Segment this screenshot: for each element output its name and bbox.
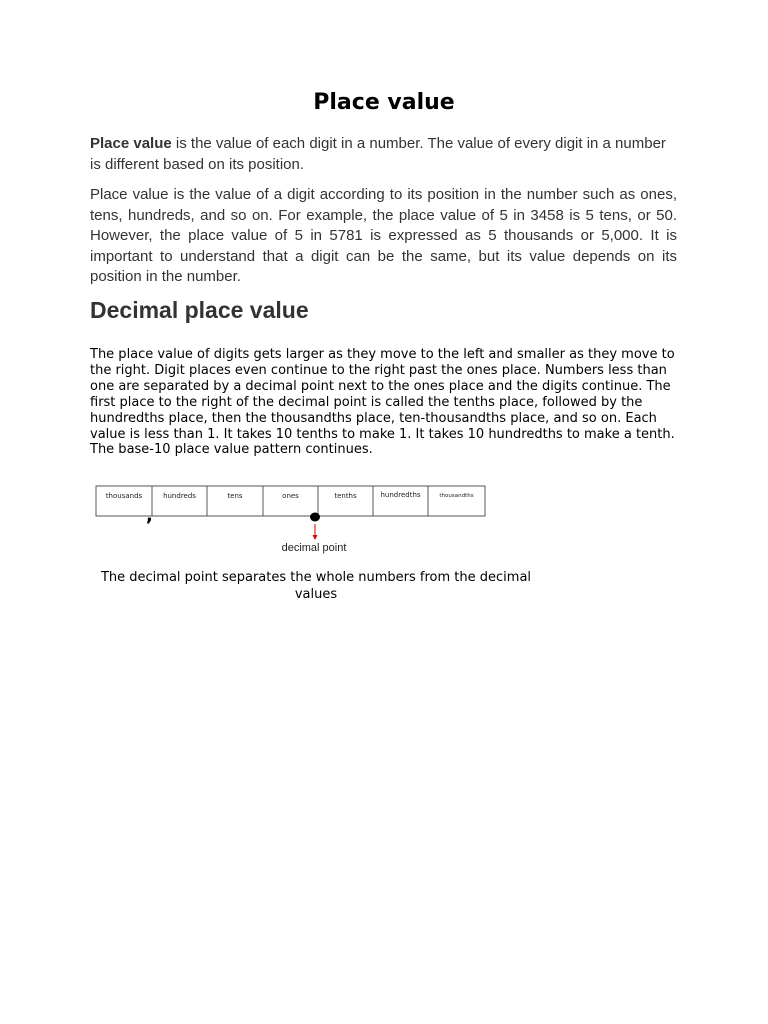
intro-bold-term: Place value [90,135,172,152]
column-label-tens: tens [227,492,243,500]
column-label-thousandths: thousandths [439,493,474,499]
column-label-thousands: thousands [105,492,143,500]
arrow-head-icon [313,535,318,540]
diagram-caption: The decimal point separates the whole numbers from the decimal values [100,570,532,602]
thousands-comma: , [146,505,153,526]
column-label-hundreds: hundreds [163,492,196,500]
column-label-hundredths: hundredths [380,491,421,499]
decimal-place-value-paragraph: The place value of digits gets larger as they move to the left and smaller as they move to the right. Digit places even continue to the right past the ones place. Numbers less than one are separated by a decimal point next to the ones place and the digits continue. The first place to the right of the decimal point is called the tenths place, followed by the hundredths place, then the thousandths place, ten-thousandths place, and so on. Each value is less than 1. It takes 10 tenths to make 1. It takes 10 hundredths to make a tenth. The base-10 place value pattern continues. [90,347,675,458]
place-value-paragraph: Place value is the value of a digit according to its position in the number such as ones, tens, hundreds, and so on. For example, the place value of 5 in 3458 is 5 tens, or 50. However, the place value of 5 in 5781 is expressed as 5 thousands or 5,000. It is important to understand that a digit can be the same, but its value depends on its position in the number. [90,186,677,285]
place-value-chart [90,478,490,560]
place-value-table-border [96,486,485,516]
intro-paragraph [90,134,677,175]
intro-text: is the value of each digit in a number. The value of every digit in a number is different based on its position. [90,135,666,173]
column-label-ones: ones [282,492,299,500]
decimal-point-label: decimal point [281,542,347,554]
page-title: Place value [313,90,455,115]
decimal-point-dot [310,513,320,522]
section-heading: Decimal place value [90,297,309,323]
column-label-tenths: tenths [334,492,357,500]
